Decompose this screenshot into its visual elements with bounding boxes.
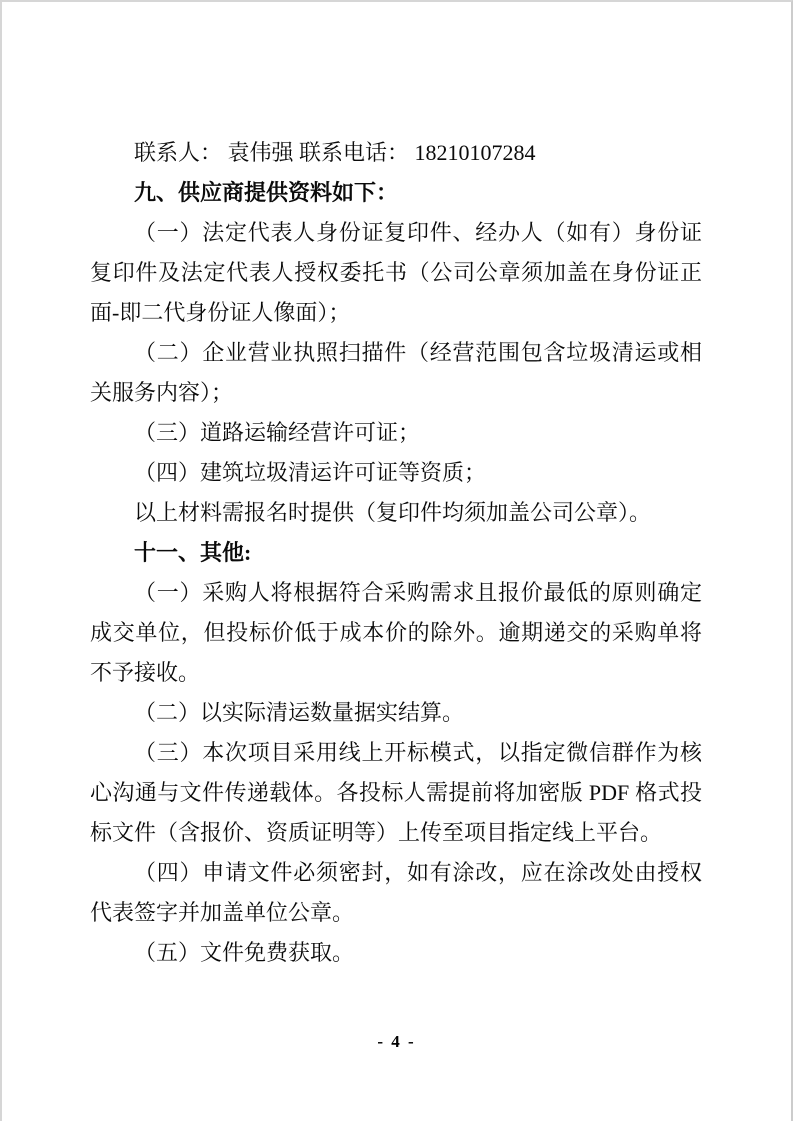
- paragraph-item-4: （四）建筑垃圾清运许可证等资质；: [134, 460, 487, 485]
- paragraph-note: 以上材料需报名时提供（复印件均须加盖公司公章）。: [134, 500, 652, 525]
- paragraph-other-2: （二）以实际清运数量据实结算。: [134, 700, 465, 725]
- paragraph-other-4: （四）申请文件必须密封，如有涂改，应在涂改处由授权代表签字并加盖单位公章。: [90, 860, 702, 925]
- section-heading-nine: 九、供应商提供资料如下：: [134, 180, 399, 205]
- section-heading-eleven: 十一、其他:: [134, 540, 252, 565]
- paragraph-item-2: （二）企业营业执照扫描件（经营范围包含垃圾清运或相关服务内容）；: [90, 340, 702, 405]
- contact-line: 联系人： 袁伟强 联系电话： 18210107284: [134, 140, 536, 165]
- paragraph-item-3: （三）道路运输经营许可证；: [134, 420, 421, 445]
- paragraph-other-5: （五）文件免费获取。: [134, 940, 355, 965]
- document-body: [90, 133, 702, 973]
- page-number: - 4 -: [377, 1032, 416, 1051]
- paragraph-other-1: （一）采购人将根据符合采购需求且报价最低的原则确定成交单位，但投标价低于成本价的除外。逾期递交的采购单将不予接收。: [90, 580, 702, 685]
- paragraph-item-1: （一）法定代表人身份证复印件、经办人（如有）身份证复印件及法定代表人授权委托书（公司公章须加盖在身份证正面-即二代身份证人像面）；: [90, 220, 702, 325]
- page-footer: [2, 1032, 791, 1052]
- paragraph-other-3: （三）本次项目采用线上开标模式，以指定微信群作为核心沟通与文件传递载体。各投标人需提前将加密版 PDF 格式投标文件（含报价、资质证明等）上传至项目指定线上平台。: [90, 740, 702, 845]
